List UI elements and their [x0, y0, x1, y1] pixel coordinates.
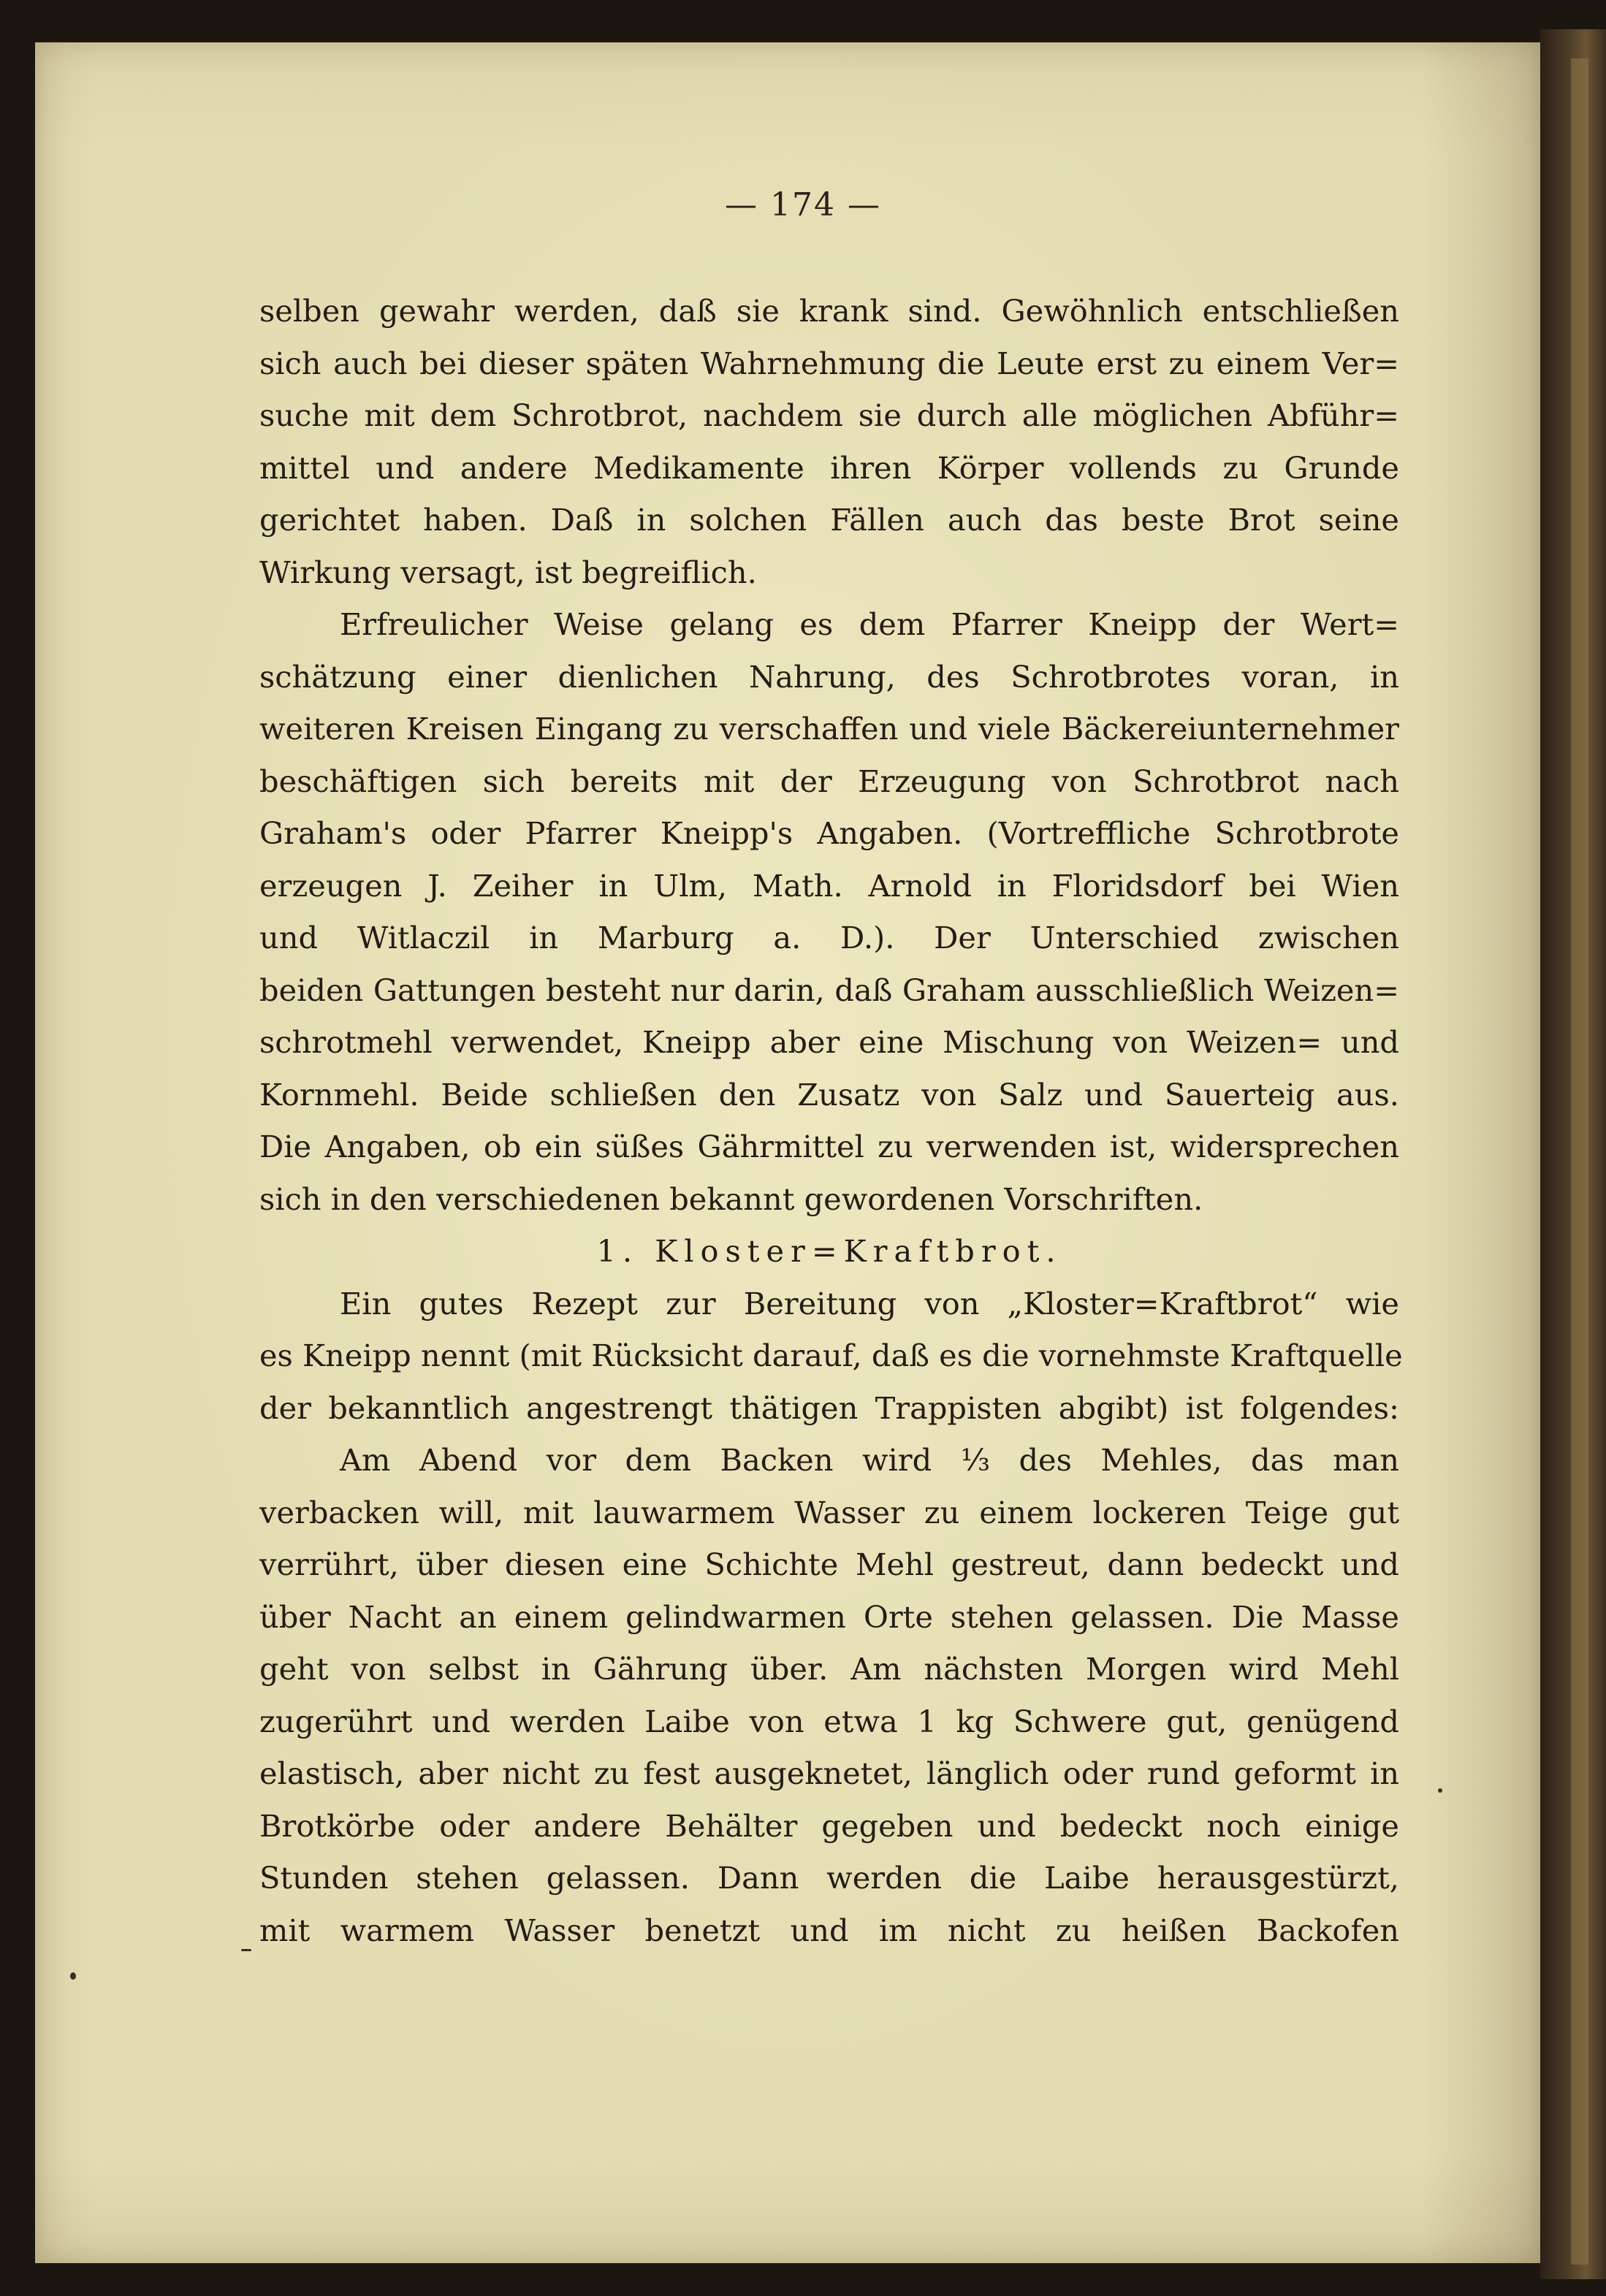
text-line: sich in den verschiedenen bekannt gewordenen Vorschriften. — [259, 1181, 1203, 1217]
text-line: Brotkörbe oder andere Behälter gegeben und bedeckt noch einige — [259, 1807, 1399, 1844]
text-line: mit warmem Wasser benetzt und im nicht zu heißen Backofen — [259, 1912, 1399, 1948]
text-line: es Kneipp nennt (mit Rücksicht darauf, daß es die vornehmste Kraftquelle — [259, 1338, 1403, 1373]
text-line: Wirkung versagt, ist begreiflich. — [259, 554, 757, 590]
text-line: der bekanntlich angestrengt thätigen Trappisten abgibt) ist folgendes: — [259, 1389, 1399, 1426]
section-heading: 1. Kloster=Kraftbrot. — [596, 1233, 1062, 1269]
text-line: mittel und andere Medikamente ihren Körper vollends zu Grunde — [259, 449, 1399, 486]
ink-speck — [241, 1949, 251, 1951]
text-line: Die Angaben, ob ein süßes Gährmittel zu verwenden ist, widersprechen — [259, 1129, 1399, 1164]
text-line: suche mit dem Schrotbrot, nachdem sie durch alle möglichen Abführ= — [259, 397, 1399, 433]
page-number: — 174 — — [725, 186, 881, 224]
text-line: elastisch, aber nicht zu fest ausgeknetet, länglich oder rund geformt in — [259, 1755, 1399, 1791]
text-line: erzeugen J. Zeiher in Ulm, Math. Arnold in Floridsdorf bei Wien — [259, 867, 1399, 904]
text-line: gerichtet haben. Daß in solchen Fällen auch das beste Brot seine — [259, 502, 1399, 538]
text-line: Stunden stehen gelassen. Dann werden die Laibe herausgestürzt, — [259, 1860, 1399, 1896]
book-binding-highlight — [1571, 58, 1588, 2265]
ink-speck — [1438, 1788, 1442, 1793]
text-line: geht von selbst in Gährung über. Am nächsten Morgen wird Mehl — [259, 1651, 1399, 1687]
text-line: und Witlaczil in Marburg a. D.). Der Unterschied zwischen — [259, 920, 1399, 956]
body-text — [259, 285, 1403, 1956]
text-line: über Nacht an einem gelindwarmen Orte stehen gelassen. Die Masse — [259, 1598, 1399, 1635]
text-line: beschäftigen sich bereits mit der Erzeugung von Schrotbrot nach — [259, 763, 1399, 799]
text-line: beiden Gattungen besteht nur darin, daß Graham ausschließlich Weizen= — [259, 972, 1399, 1008]
text-line: schätzung einer dienlichen Nahrung, des Schrotbrotes voran, in — [259, 658, 1399, 695]
text-line: selben gewahr werden, daß sie krank sind. Gewöhnlich entschließen — [259, 293, 1399, 329]
text-line: Kornmehl. Beide schließen den Zusatz von Salz und Sauerteig aus. — [259, 1076, 1399, 1113]
text-line: Ein gutes Rezept zur Bereitung von „Kloster=Kraftbrot“ wie — [340, 1285, 1399, 1321]
text-line: schrotmehl verwendet, Kneipp aber eine Mischung von Weizen= und — [259, 1024, 1399, 1060]
text-line: weiteren Kreisen Eingang zu verschaffen und viele Bäckereiunternehmer — [259, 711, 1399, 747]
text-line: zugerührt und werden Laibe von etwa 1 kg Schwere gut, genügend — [259, 1703, 1399, 1739]
text-line: Am Abend vor dem Backen wird ⅓ des Mehles, das man — [340, 1442, 1399, 1478]
text-line: sich auch bei dieser späten Wahrnehmung die Leute erst zu einem Ver= — [259, 345, 1399, 381]
text-line: verbacken will, mit lauwarmem Wasser zu einem lockeren Teige gut — [259, 1494, 1399, 1530]
ink-speck — [70, 1972, 76, 1980]
text-line: verrührt, über diesen eine Schichte Mehl gestreut, dann bedeckt und — [259, 1546, 1399, 1582]
text-line: Erfreulicher Weise gelang es dem Pfarrer Kneipp der Wert= — [340, 606, 1399, 642]
text-line: Graham's oder Pfarrer Kneipp's Angaben. (Vortreffliche Schrotbrote — [259, 815, 1399, 851]
